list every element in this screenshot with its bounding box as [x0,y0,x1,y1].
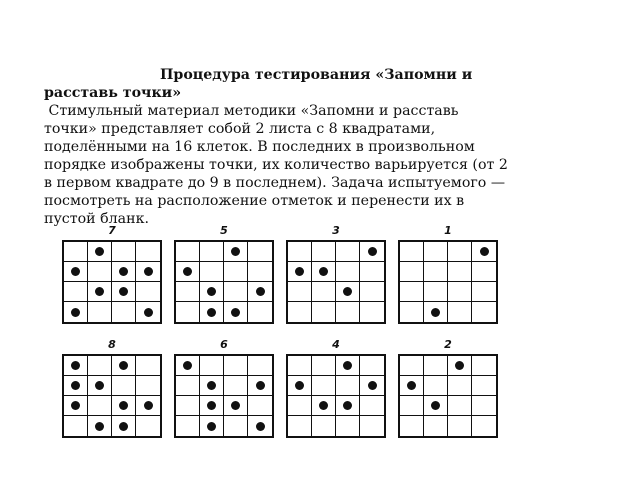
dot-mark [455,361,464,370]
grid-cell [224,416,248,436]
grid-cell [64,302,88,322]
grid-cell [176,416,200,436]
dot-mark [207,308,216,317]
grid-cell [288,396,312,416]
grid-cell [424,262,448,282]
dot-mark [207,287,216,296]
grid-cell [288,302,312,322]
heading-line-1: Процедура тестирования «Запомни и [160,67,473,83]
dot-mark [183,361,192,370]
grid-cell [112,416,136,436]
grid-cell [336,356,360,376]
dot-mark [71,381,80,390]
dot-mark [119,361,128,370]
square-number: 4 [332,338,340,351]
grid-cell [248,262,272,282]
dot-mark [407,381,416,390]
grid-cell [200,242,224,262]
dot-mark [183,267,192,276]
dot-mark [95,247,104,256]
grid-cell [112,242,136,262]
dot-mark [431,401,440,410]
dot-mark [95,287,104,296]
grid-cell [112,282,136,302]
grid-cell [248,282,272,302]
grid-cell [200,376,224,396]
dot-grid [398,240,498,324]
stimulus-square [174,338,274,438]
grid-cell [360,242,384,262]
grid-cell [336,376,360,396]
grid-cell [472,416,496,436]
grid-cell [336,242,360,262]
grid-cell [288,376,312,396]
grid-cell [200,302,224,322]
dot-mark [319,401,328,410]
grid-cell [472,356,496,376]
dot-mark [295,267,304,276]
grid-cell [136,242,160,262]
dot-mark [319,267,328,276]
square-number: 2 [444,338,452,351]
grid-cell [448,416,472,436]
grid-cell [64,356,88,376]
grid-cell [136,356,160,376]
grid-cell [312,242,336,262]
grid-cell [224,396,248,416]
dot-mark [71,361,80,370]
grid-cell [472,282,496,302]
grid-cell [288,262,312,282]
grid-cell [88,416,112,436]
square-number: 7 [108,224,116,237]
square-number: 5 [220,224,228,237]
grid-cell [176,302,200,322]
grid-cell [424,356,448,376]
grid-cell [200,282,224,302]
grid-cell [248,356,272,376]
grid-cell [88,302,112,322]
heading-line-2: расставь точки» [44,85,182,101]
grid-cell [424,376,448,396]
dot-mark [144,401,153,410]
dot-mark [231,308,240,317]
grid-cell [248,376,272,396]
grid-cell [248,396,272,416]
grid-cell [400,302,424,322]
grid-cell [112,302,136,322]
grid-cell [448,396,472,416]
grid-cell [400,376,424,396]
grid-cell [472,302,496,322]
grid-cell [448,262,472,282]
body-line: посмотреть на расположение отметок и перенести их в [44,193,465,209]
grid-cell [112,396,136,416]
dot-mark [343,401,352,410]
dot-mark [480,247,489,256]
grid-cell [288,282,312,302]
grid-cell [88,356,112,376]
grid-cell [64,396,88,416]
dot-mark [231,247,240,256]
grid-cell [336,282,360,302]
dot-mark [119,401,128,410]
grid-cell [360,356,384,376]
body-line: Стимульный материал методики «Запомни и расставь [44,103,459,119]
grid-cell [88,262,112,282]
dot-mark [71,401,80,410]
square-number: 8 [108,338,116,351]
dot-grid [62,354,162,438]
grid-cell [424,282,448,302]
grid-cell [64,262,88,282]
grid-cell [424,302,448,322]
stimulus-square [62,224,162,324]
dot-mark [71,267,80,276]
dot-mark [343,287,352,296]
grid-cell [200,396,224,416]
dot-mark [207,381,216,390]
grid-cell [88,242,112,262]
dot-mark [231,401,240,410]
grid-cell [312,356,336,376]
dot-mark [207,422,216,431]
body-line: пустой бланк. [44,211,149,227]
dot-mark [144,267,153,276]
dot-mark [256,287,265,296]
grid-cell [64,242,88,262]
grid-cell [176,396,200,416]
grid-cell [64,282,88,302]
grid-cell [360,376,384,396]
grid-cell [424,242,448,262]
dot-mark [256,381,265,390]
grid-cell [448,376,472,396]
dot-grid [286,354,386,438]
grid-cell [224,356,248,376]
grid-cell [448,242,472,262]
dot-grid [174,354,274,438]
grid-cell [88,396,112,416]
grid-cell [136,262,160,282]
grid-cell [448,282,472,302]
grid-cell [224,262,248,282]
grid-cell [112,376,136,396]
grid-cell [248,416,272,436]
grid-cell [136,302,160,322]
grid-cell [424,416,448,436]
dot-grid [62,240,162,324]
grid-cell [360,416,384,436]
grid-cell [336,416,360,436]
dot-mark [431,308,440,317]
grid-cell [176,262,200,282]
grid-cell [360,302,384,322]
grid-cell [472,262,496,282]
body-line: поделёнными на 16 клеток. В последних в произвольном [44,139,475,155]
grid-cell [88,376,112,396]
stimulus-square [174,224,274,324]
dot-mark [71,308,80,317]
grid-cell [472,242,496,262]
grid-cell [400,356,424,376]
dot-grid [174,240,274,324]
grid-cell [312,282,336,302]
grid-cell [336,302,360,322]
square-number: 6 [220,338,228,351]
grid-cell [400,282,424,302]
dot-mark [295,381,304,390]
body-line: порядке изображены точки, их количество варьируется (от 2 [44,157,508,173]
grid-cell [176,242,200,262]
grid-cell [200,262,224,282]
stimulus-square [398,224,498,324]
dot-mark [119,267,128,276]
stimulus-square [286,224,386,324]
dot-mark [343,361,352,370]
grid-cell [472,396,496,416]
dot-mark [368,247,377,256]
grid-cell [64,376,88,396]
grid-cell [176,282,200,302]
grid-cell [112,356,136,376]
grid-cell [288,356,312,376]
grid-cell [224,282,248,302]
grid-cell [312,262,336,282]
grid-cell [424,396,448,416]
grid-cell [136,282,160,302]
square-number: 3 [332,224,340,237]
dot-grid [398,354,498,438]
grid-cell [360,282,384,302]
body-line: точки» представляет собой 2 листа с 8 квадратами, [44,121,436,137]
stimulus-square [398,338,498,438]
grid-cell [136,416,160,436]
grid-cell [448,356,472,376]
dot-mark [144,308,153,317]
grid-cell [136,376,160,396]
stimulus-square [62,338,162,438]
dot-mark [95,422,104,431]
grid-cell [336,396,360,416]
grid-cell [400,242,424,262]
grid-cell [176,376,200,396]
dot-mark [256,422,265,431]
grid-cell [336,262,360,282]
square-number: 1 [444,224,452,237]
grid-cell [312,416,336,436]
grid-cell [224,302,248,322]
grid-cell [312,302,336,322]
grid-cell [112,262,136,282]
grid-cell [448,302,472,322]
grid-cell [224,376,248,396]
body-line: в первом квадрате до 9 в последнем). Задача испытуемого — [44,175,506,191]
grid-cell [248,302,272,322]
grid-cell [400,262,424,282]
grid-cell [400,416,424,436]
stimulus-square [286,338,386,438]
grid-cell [136,396,160,416]
grid-cell [400,396,424,416]
grid-cell [248,242,272,262]
dot-grid [286,240,386,324]
grid-cell [64,416,88,436]
dot-mark [119,422,128,431]
grid-cell [288,242,312,262]
grid-cell [312,396,336,416]
dot-mark [95,381,104,390]
dot-mark [368,381,377,390]
grid-cell [360,262,384,282]
grid-cell [224,242,248,262]
grid-cell [360,396,384,416]
grid-cell [312,376,336,396]
dot-mark [207,401,216,410]
dot-mark [119,287,128,296]
grid-cell [88,282,112,302]
grid-cell [288,416,312,436]
grid-cell [472,376,496,396]
grid-cell [176,356,200,376]
grid-cell [200,416,224,436]
grid-cell [200,356,224,376]
